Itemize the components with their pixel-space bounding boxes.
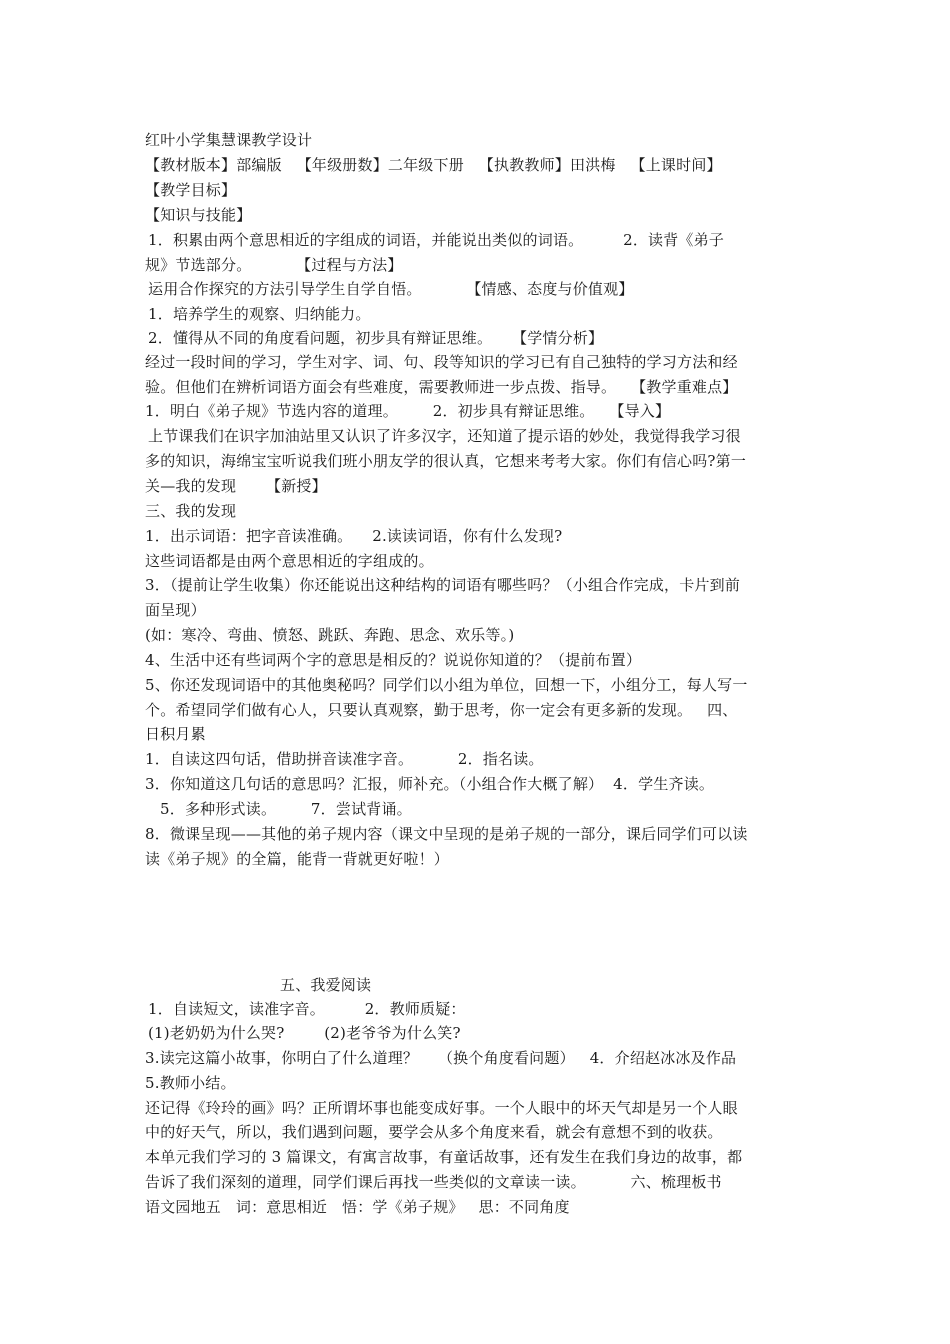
text-line: (如：寒冷、弯曲、愤怒、跳跃、奔跑、思念、欢乐等。) [145,626,515,644]
text-line: 4、生活中还有些词两个字的意思是相反的？说说你知道的？（提前布置） [145,651,642,669]
text-line: 5、你还发现词语中的其他奥秘吗？同学们以小组为单位，回想一下，小组分工，每人写一 [145,676,748,694]
text-line: 个。希望同学们做有心人，只要认真观察，勤于思考，你一定会有更多新的发现。 四、 [145,701,738,719]
text-line: 这些词语都是由两个意思相近的字组成的。 [145,552,434,570]
text-line: 1．自读这四句话，借助拼音读准字音。 2．指名读。 [145,750,544,768]
text-line: 中的好天气，所以，我们遇到问题，要学会从多个角度来看，就会有意想不到的收获。 [145,1123,723,1141]
text-line: 3．（提前让学生收集）你还能说出这种结构的词语有哪些吗？（小组合作完成，卡片到前 [145,576,741,594]
text-line: 三、我的发现 [145,502,237,520]
text-line: 1．明白《弟子规》节选内容的道理。 2．初步具有辩证思维。 【导入】 [145,402,671,420]
text-line: 本单元我们学习的 3 篇课文，有寓言故事，有童话故事，还有发生在我们身边的故事，都 [145,1148,743,1166]
text-line: 多的知识，海绵宝宝听说我们班小朋友学的很认真，它想来考考大家。你们有信心吗?第一 [145,452,747,470]
document-title: 红叶小学集慧课教学设计 [145,131,313,149]
text-line: 1．积累由两个意思相近的字组成的词语，并能说出类似的词语。 2．读背《弟子 [148,231,725,249]
text-line: 日积月累 [145,725,206,743]
text-line: 规》节选部分。 【过程与方法】 [145,256,403,274]
text-line: 1．自读短文，读准字音。 2．教师质疑： [148,1000,466,1018]
text-line: 读《弟子规》的全篇，能背一背就更好啦！） [145,850,450,868]
text-line: 1．出示词语：把字音读准确。 2.读读词语，你有什么发现? [145,527,563,545]
text-line: 验。但他们在辨析词语方面会有些难度，需要教师进一步点拨、指导。 【教学重难点】 [145,378,738,396]
text-line: 3.读完这篇小故事，你明白了什么道理？ （换个角度看问题） 4．介绍赵冰冰及作品 [145,1049,737,1067]
text-line: 告诉了我们深刻的道理，同学们课后再找一些类似的文章读一读。 六、梳理板书 [145,1173,722,1191]
text-line: 5．多种形式读。 7．尝试背诵。 [160,800,412,818]
text-line: 8．微课呈现——其他的弟子规内容（课文中呈现的是弟子规的一部分，课后同学们可以读 [145,825,748,843]
text-line: 1．培养学生的观察、归纳能力。 [148,305,371,323]
text-line: 2．懂得从不同的角度看问题，初步具有辩证思维。 【学情分析】 [148,329,604,347]
text-line: 还记得《玲玲的画》吗？正所谓坏事也能变成好事。一个人眼中的坏天气却是另一个人眼 [145,1099,738,1117]
text-line: 上节课我们在识字加油站里又认识了许多汉字，还知道了提示语的妙处，我觉得我学习很 [148,427,741,445]
text-line: 【知识与技能】 [145,206,252,224]
text-line: 语文园地五 词：意思相近 悟：学《弟子规》 思：不同角度 [145,1198,570,1216]
text-line: 经过一段时间的学习，学生对字、词、句、段等知识的学习已有自己独特的学习方法和经 [145,353,738,371]
text-line: 3．你知道这几句话的意思吗？汇报，师补充。（小组合作大概了解） 4．学生齐读。 [145,775,715,793]
text-line: 关—我的发现 【新授】 [145,477,327,495]
text-line: 【教材版本】部编版 【年级册数】二年级下册 【执教教师】田洪梅 【上课时间】 [145,156,722,174]
text-line: 5.教师小结。 [145,1074,236,1092]
text-line: 五、我爱阅读 [280,976,372,994]
text-line: 运用合作探究的方法引导学生自学自悟。 【情感、态度与价值观】 [148,280,634,298]
text-line: 【教学目标】 [145,181,237,199]
text-line: (1)老奶奶为什么哭? (2)老爷爷为什么笑? [148,1024,461,1042]
text-line: 面呈现） [145,601,206,619]
